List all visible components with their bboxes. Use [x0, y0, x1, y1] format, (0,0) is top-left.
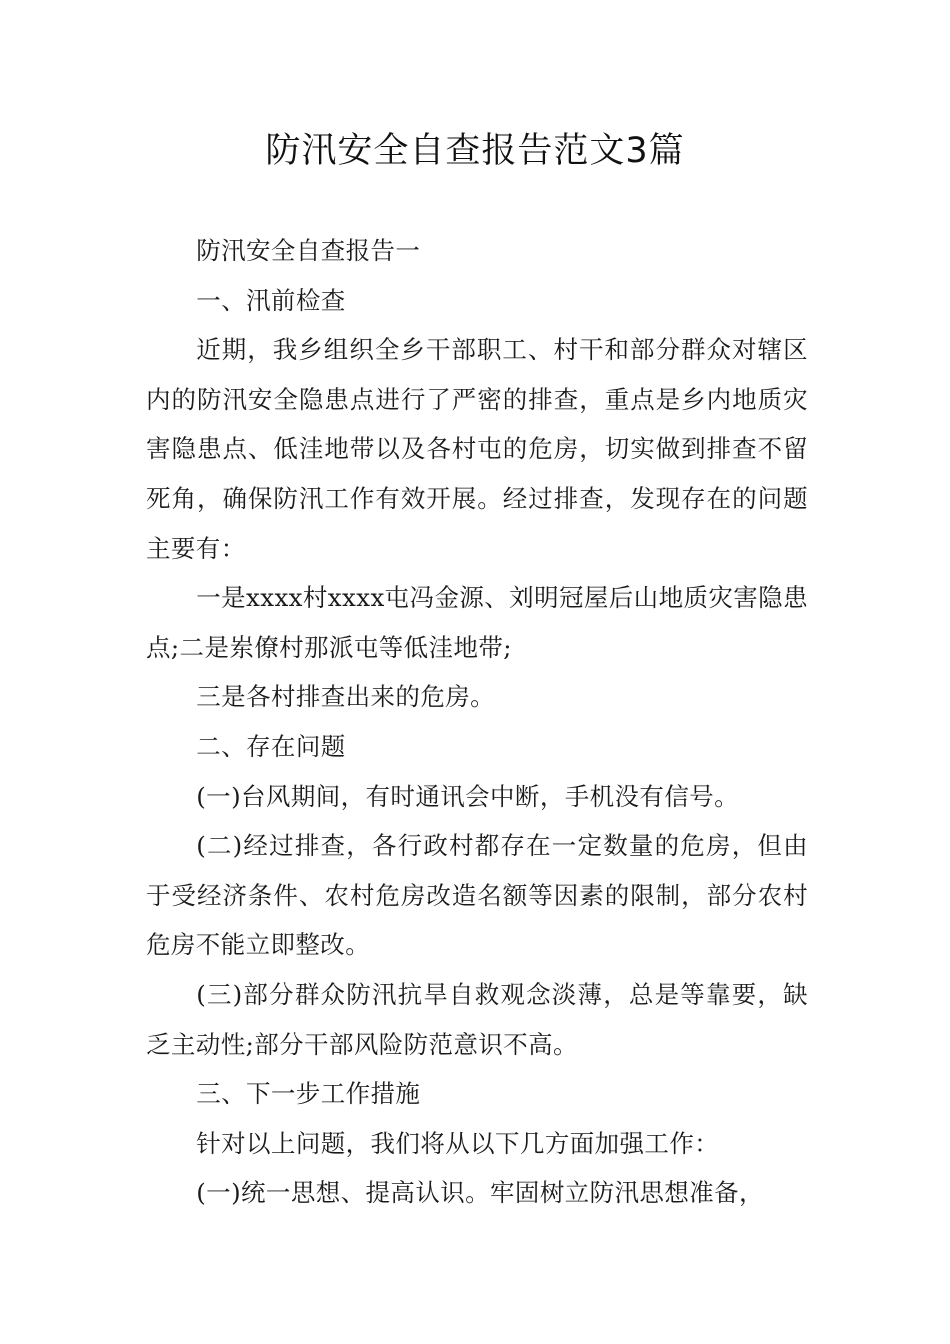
paragraph-dangerous-houses: 三是各村排查出来的危房。: [196, 682, 496, 712]
paragraph-measure-one: (一)统一思想、提高认识。牢固树立防汛思想准备，: [196, 1178, 764, 1208]
paragraph-measures-intro: 针对以上问题，我们将从以下几方面加强工作：: [196, 1128, 720, 1158]
paragraph-problem-two: (二)经过排查，各行政村都存在一定数量的危房，但由于受经济条件、农村危房改造名额等因素的限制，部分农村危房不能立即整改。: [146, 831, 808, 960]
document-body: [146, 226, 808, 1218]
section-heading-report-one: 防汛安全自查报告一: [196, 236, 421, 265]
paragraph-hazard-points: 一是xxxx村xxxx屯冯金源、刘明冠屋后山地质灾害隐患点;二是岽僚村那派屯等低洼地带;: [146, 583, 808, 662]
section-heading-pre-flood-check: 一、汛前检查: [196, 285, 346, 315]
paragraph-problem-one: (一)台风期间，有时通讯会中断，手机没有信号。: [196, 781, 740, 811]
paragraph-inspection-summary: 近期，我乡组织全乡干部职工、村干和部分群众对辖区内的防汛安全隐患点进行了严密的排查，重点是乡内地质灾害隐患点、低洼地带以及各村屯的危房，切实做到排查不留死角，确保防汛工作有效开展。经过排查，发现存在的问题主要有：: [146, 335, 808, 563]
section-heading-existing-problems: 二、存在问题: [196, 731, 346, 761]
document-title: 防汛安全自查报告范文3篇: [265, 131, 685, 171]
section-heading-next-steps: 三、下一步工作措施: [196, 1079, 421, 1109]
paragraph-problem-three: (三)部分群众防汛抗旱自救观念淡薄，总是等靠要，缺乏主动性;部分干部风险防范意识不高。: [146, 979, 808, 1059]
